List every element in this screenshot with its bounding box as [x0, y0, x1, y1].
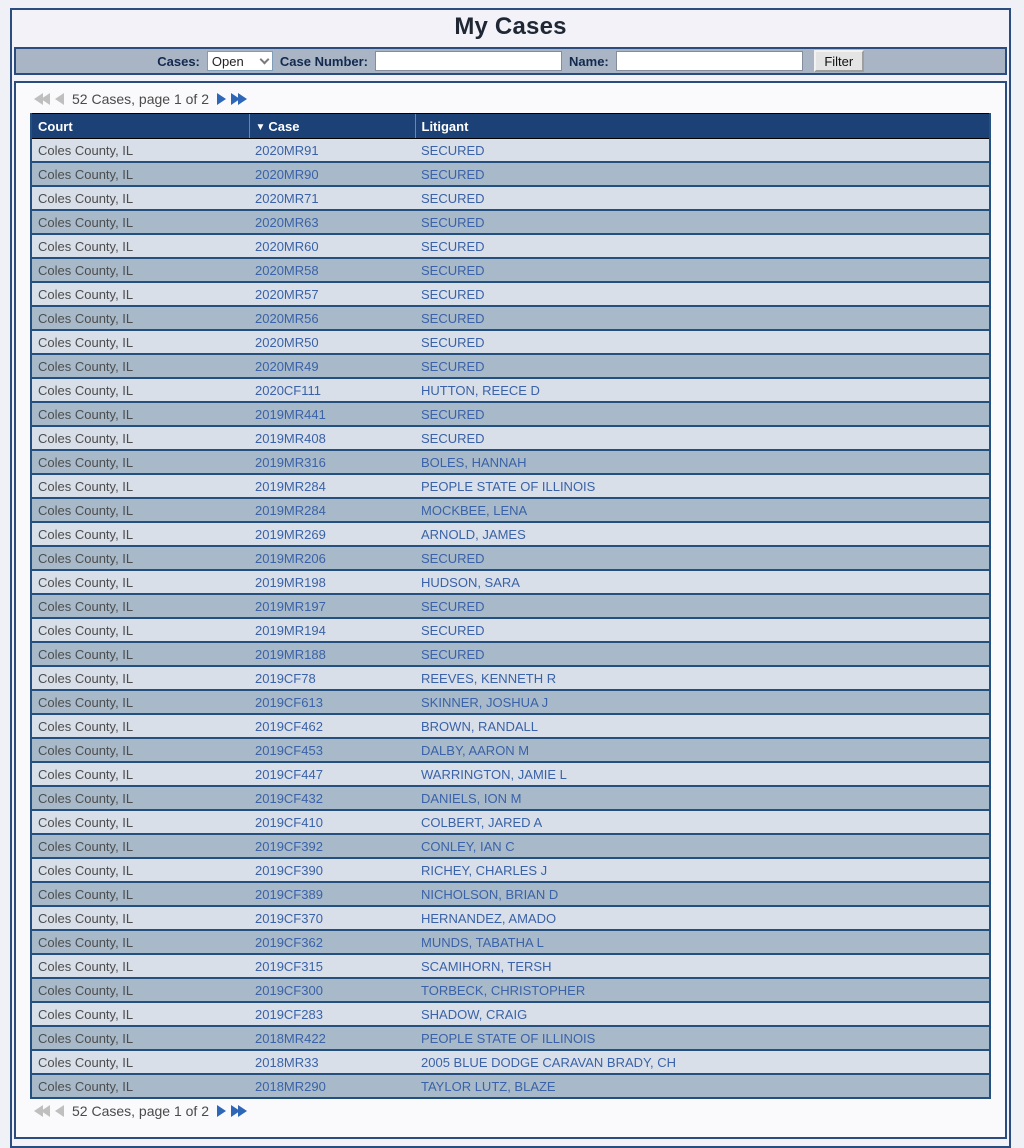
case-link[interactable]: 2019CF300	[255, 983, 323, 998]
table-row	[31, 786, 990, 810]
cases-select-wrap	[207, 51, 273, 71]
case-link[interactable]: 2019MR198	[255, 575, 326, 590]
litigant-cell	[415, 282, 990, 306]
case-link[interactable]: 2019CF390	[255, 863, 323, 878]
case-number-input[interactable]	[375, 51, 562, 71]
pagination-bottom	[16, 1099, 1005, 1125]
case-cell	[249, 714, 415, 738]
case-link[interactable]: 2019MR441	[255, 407, 326, 422]
table-row	[31, 354, 990, 378]
case-cell	[249, 594, 415, 618]
litigant-link[interactable]: SECURED	[421, 239, 485, 254]
litigant-cell	[415, 714, 990, 738]
court-cell: Coles County, IL	[31, 714, 249, 738]
litigant-link[interactable]: NICHOLSON, BRIAN D	[421, 887, 559, 902]
first-page-icon	[34, 93, 50, 105]
case-link[interactable]: 2019CF447	[255, 767, 323, 782]
litigant-link[interactable]: SECURED	[421, 335, 485, 350]
court-cell: Coles County, IL	[31, 139, 249, 163]
table-row	[31, 714, 990, 738]
table-row	[31, 210, 990, 234]
court-cell: Coles County, IL	[31, 690, 249, 714]
pagination-text: 52 Cases, page 1 of 2	[72, 1103, 209, 1119]
case-link[interactable]: 2019CF392	[255, 839, 323, 854]
case-link[interactable]: 2019MR197	[255, 599, 326, 614]
case-cell	[249, 282, 415, 306]
page-title: My Cases	[454, 13, 567, 40]
litigant-cell	[415, 642, 990, 666]
pagination-text: 52 Cases, page 1 of 2	[72, 91, 209, 107]
case-cell	[249, 1002, 415, 1026]
last-page-icon[interactable]	[231, 1105, 247, 1117]
table-row	[31, 450, 990, 474]
litigant-link[interactable]: HERNANDEZ, AMADO	[421, 911, 557, 926]
case-link[interactable]: 2020MR50	[255, 335, 319, 350]
my-cases-page	[10, 8, 1011, 1148]
cases-table	[30, 113, 991, 1099]
case-cell	[249, 330, 415, 354]
table-row	[31, 1050, 990, 1074]
prev-page-icon	[55, 93, 64, 105]
litigant-cell	[415, 570, 990, 594]
table-row	[31, 834, 990, 858]
case-number-label: Case Number:	[279, 53, 369, 69]
table-row	[31, 666, 990, 690]
case-cell	[249, 210, 415, 234]
case-cell	[249, 402, 415, 426]
case-link[interactable]: 2019MR194	[255, 623, 326, 638]
litigant-link[interactable]: COLBERT, JARED A	[421, 815, 543, 830]
court-cell: Coles County, IL	[31, 954, 249, 978]
table-row	[31, 162, 990, 186]
court-cell: Coles County, IL	[31, 1050, 249, 1074]
case-link[interactable]: 2020MR56	[255, 311, 319, 326]
case-link[interactable]: 2019MR206	[255, 551, 326, 566]
table-row	[31, 690, 990, 714]
litigant-cell	[415, 690, 990, 714]
case-link[interactable]: 2019MR284	[255, 479, 326, 494]
cases-label: Cases:	[157, 53, 200, 69]
litigant-cell	[415, 258, 990, 282]
table-row	[31, 258, 990, 282]
litigant-cell	[415, 834, 990, 858]
column-header-case[interactable]: ▼ Case	[249, 114, 415, 139]
court-cell: Coles County, IL	[31, 474, 249, 498]
table-row	[31, 738, 990, 762]
case-cell	[249, 474, 415, 498]
case-cell	[249, 426, 415, 450]
case-link[interactable]: 2019MR316	[255, 455, 326, 470]
litigant-link[interactable]: SECURED	[421, 143, 485, 158]
court-cell: Coles County, IL	[31, 186, 249, 210]
court-cell: Coles County, IL	[31, 618, 249, 642]
litigant-link[interactable]: MOCKBEE, LENA	[421, 503, 528, 518]
litigant-cell	[415, 330, 990, 354]
case-link[interactable]: 2019CF370	[255, 911, 323, 926]
court-cell: Coles County, IL	[31, 162, 249, 186]
court-cell: Coles County, IL	[31, 378, 249, 402]
court-cell: Coles County, IL	[31, 1002, 249, 1026]
case-cell	[249, 858, 415, 882]
case-link[interactable]: 2020MR58	[255, 263, 319, 278]
case-link[interactable]: 2020MR60	[255, 239, 319, 254]
litigant-link[interactable]: TAYLOR LUTZ, BLAZE	[421, 1079, 556, 1094]
court-cell: Coles County, IL	[31, 402, 249, 426]
litigant-cell	[415, 186, 990, 210]
case-link[interactable]: 2019CF613	[255, 695, 323, 710]
table-row	[31, 570, 990, 594]
case-cell	[249, 882, 415, 906]
case-cell	[249, 1050, 415, 1074]
case-link[interactable]: 2019CF410	[255, 815, 323, 830]
case-cell	[249, 139, 415, 163]
next-page-icon[interactable]	[217, 1105, 226, 1117]
litigant-cell	[415, 139, 990, 163]
litigant-link[interactable]: RICHEY, CHARLES J	[421, 863, 548, 878]
litigant-cell	[415, 162, 990, 186]
case-cell	[249, 498, 415, 522]
table-row	[31, 426, 990, 450]
case-link[interactable]: 2019CF78	[255, 671, 316, 686]
case-link[interactable]: 2020MR57	[255, 287, 319, 302]
litigant-link[interactable]: BROWN, RANDALL	[421, 719, 539, 734]
table-row	[31, 139, 990, 163]
table-row	[31, 618, 990, 642]
court-cell: Coles County, IL	[31, 450, 249, 474]
case-link[interactable]: 2019CF432	[255, 791, 323, 806]
table-row	[31, 594, 990, 618]
litigant-link[interactable]: HUTTON, REECE D	[421, 383, 540, 398]
litigant-cell	[415, 666, 990, 690]
case-cell	[249, 450, 415, 474]
court-cell: Coles County, IL	[31, 1026, 249, 1050]
litigant-link[interactable]: SECURED	[421, 359, 485, 374]
case-cell	[249, 546, 415, 570]
case-cell	[249, 954, 415, 978]
court-cell: Coles County, IL	[31, 738, 249, 762]
litigant-cell	[415, 378, 990, 402]
court-cell: Coles County, IL	[31, 762, 249, 786]
litigant-cell	[415, 930, 990, 954]
litigant-cell	[415, 450, 990, 474]
court-cell: Coles County, IL	[31, 882, 249, 906]
case-link[interactable]: 2020MR91	[255, 143, 319, 158]
court-cell: Coles County, IL	[31, 306, 249, 330]
case-cell	[249, 186, 415, 210]
litigant-cell	[415, 786, 990, 810]
litigant-link[interactable]: SECURED	[421, 551, 485, 566]
court-cell: Coles County, IL	[31, 570, 249, 594]
litigant-link[interactable]: SECURED	[421, 167, 485, 182]
table-row	[31, 186, 990, 210]
table-header-row	[31, 114, 990, 139]
case-cell	[249, 306, 415, 330]
litigant-cell	[415, 234, 990, 258]
table-row	[31, 930, 990, 954]
litigant-cell	[415, 1002, 990, 1026]
court-cell: Coles County, IL	[31, 666, 249, 690]
court-cell: Coles County, IL	[31, 906, 249, 930]
table-row	[31, 330, 990, 354]
next-page-icon[interactable]	[217, 93, 226, 105]
case-cell	[249, 930, 415, 954]
case-cell	[249, 354, 415, 378]
litigant-cell	[415, 210, 990, 234]
case-cell	[249, 1026, 415, 1050]
litigant-link[interactable]: MUNDS, TABATHA L	[421, 935, 544, 950]
litigant-link[interactable]: SHADOW, CRAIG	[421, 1007, 528, 1022]
case-cell	[249, 762, 415, 786]
case-link[interactable]: 2018MR33	[255, 1055, 319, 1070]
case-link[interactable]: 2020MR90	[255, 167, 319, 182]
case-link[interactable]: 2019MR188	[255, 647, 326, 662]
litigant-link[interactable]: SECURED	[421, 647, 485, 662]
table-row	[31, 642, 990, 666]
case-cell	[249, 258, 415, 282]
table-row	[31, 474, 990, 498]
litigant-link[interactable]: SCAMIHORN, TERSH	[421, 959, 552, 974]
table-row	[31, 282, 990, 306]
case-link[interactable]: 2019CF389	[255, 887, 323, 902]
table-row	[31, 882, 990, 906]
table-row	[31, 858, 990, 882]
case-cell	[249, 738, 415, 762]
litigant-link[interactable]: PEOPLE STATE OF ILLINOIS	[421, 479, 596, 494]
filter-button[interactable]: Filter	[814, 50, 864, 72]
case-cell	[249, 786, 415, 810]
court-cell: Coles County, IL	[31, 978, 249, 1002]
litigant-cell	[415, 906, 990, 930]
litigant-cell	[415, 978, 990, 1002]
litigant-link[interactable]: SECURED	[421, 215, 485, 230]
case-link[interactable]: 2019CF462	[255, 719, 323, 734]
table-row	[31, 1026, 990, 1050]
court-cell: Coles County, IL	[31, 1074, 249, 1098]
court-cell: Coles County, IL	[31, 594, 249, 618]
case-cell	[249, 642, 415, 666]
litigant-link[interactable]: SECURED	[421, 287, 485, 302]
case-link[interactable]: 2019CF362	[255, 935, 323, 950]
table-row	[31, 810, 990, 834]
table-row	[31, 1074, 990, 1098]
table-row	[31, 978, 990, 1002]
case-cell	[249, 810, 415, 834]
litigant-link[interactable]: HUDSON, SARA	[421, 575, 520, 590]
litigant-link[interactable]: SECURED	[421, 311, 485, 326]
court-cell: Coles County, IL	[31, 426, 249, 450]
litigant-cell	[415, 474, 990, 498]
case-cell	[249, 834, 415, 858]
litigant-link[interactable]: SECURED	[421, 431, 485, 446]
litigant-link[interactable]: WARRINGTON, JAMIE L	[421, 767, 567, 782]
litigant-link[interactable]: SECURED	[421, 263, 485, 278]
case-link[interactable]: 2019MR284	[255, 503, 326, 518]
litigant-cell	[415, 1074, 990, 1098]
litigant-cell	[415, 498, 990, 522]
case-cell	[249, 570, 415, 594]
case-link[interactable]: 2018MR422	[255, 1031, 326, 1046]
litigant-cell	[415, 1026, 990, 1050]
litigant-link[interactable]: DALBY, AARON M	[421, 743, 530, 758]
litigant-cell	[415, 954, 990, 978]
case-link[interactable]: 2019MR269	[255, 527, 326, 542]
court-cell: Coles County, IL	[31, 354, 249, 378]
litigant-link[interactable]: BOLES, HANNAH	[421, 455, 527, 470]
cases-list-panel	[14, 81, 1007, 1139]
case-cell	[249, 378, 415, 402]
court-cell: Coles County, IL	[31, 642, 249, 666]
litigant-link[interactable]: 2005 BLUE DODGE CARAVAN BRADY, CH	[421, 1055, 677, 1070]
court-cell: Coles County, IL	[31, 330, 249, 354]
table-row	[31, 378, 990, 402]
litigant-cell	[415, 354, 990, 378]
case-cell	[249, 618, 415, 642]
filter-bar	[14, 47, 1007, 75]
litigant-link[interactable]: ARNOLD, JAMES	[421, 527, 526, 542]
case-link[interactable]: 2020CF111	[255, 383, 322, 398]
case-cell	[249, 162, 415, 186]
pagination-top	[16, 87, 1005, 113]
name-label: Name:	[569, 53, 609, 69]
litigant-link[interactable]: TORBECK, CHRISTOPHER	[421, 983, 586, 998]
first-page-icon	[34, 1105, 50, 1117]
case-cell	[249, 690, 415, 714]
litigant-cell	[415, 1050, 990, 1074]
litigant-cell	[415, 402, 990, 426]
court-cell: Coles County, IL	[31, 834, 249, 858]
case-link[interactable]: 2019CF283	[255, 1007, 323, 1022]
court-cell: Coles County, IL	[31, 498, 249, 522]
court-cell: Coles County, IL	[31, 930, 249, 954]
last-page-icon[interactable]	[231, 93, 247, 105]
cases-select[interactable]	[207, 51, 273, 71]
case-link[interactable]: 2019CF315	[255, 959, 323, 974]
case-cell	[249, 234, 415, 258]
litigant-link[interactable]: DANIELS, ION M	[421, 791, 522, 806]
litigant-cell	[415, 882, 990, 906]
litigant-cell	[415, 522, 990, 546]
case-link[interactable]: 2019MR408	[255, 431, 326, 446]
table-row	[31, 906, 990, 930]
litigant-link[interactable]: CONLEY, IAN C	[421, 839, 515, 854]
table-row	[31, 498, 990, 522]
court-cell: Coles County, IL	[31, 282, 249, 306]
litigant-cell	[415, 594, 990, 618]
court-cell: Coles County, IL	[31, 786, 249, 810]
case-cell	[249, 906, 415, 930]
table-row	[31, 306, 990, 330]
litigant-cell	[415, 858, 990, 882]
court-cell: Coles County, IL	[31, 258, 249, 282]
litigant-cell	[415, 618, 990, 642]
litigant-link[interactable]: PEOPLE STATE OF ILLINOIS	[421, 1031, 596, 1046]
column-header-litigant[interactable]: Litigant	[415, 114, 990, 139]
litigant-link[interactable]: SECURED	[421, 191, 485, 206]
court-cell: Coles County, IL	[31, 546, 249, 570]
litigant-cell	[415, 762, 990, 786]
litigant-cell	[415, 810, 990, 834]
court-cell: Coles County, IL	[31, 858, 249, 882]
sort-desc-icon: ▼	[255, 122, 266, 133]
litigant-link[interactable]: SECURED	[421, 623, 485, 638]
litigant-cell	[415, 546, 990, 570]
case-cell	[249, 978, 415, 1002]
case-link[interactable]: 2020MR71	[255, 191, 319, 206]
court-cell: Coles County, IL	[31, 234, 249, 258]
litigant-cell	[415, 738, 990, 762]
court-cell: Coles County, IL	[31, 210, 249, 234]
litigant-cell	[415, 306, 990, 330]
court-cell: Coles County, IL	[31, 522, 249, 546]
table-row	[31, 234, 990, 258]
litigant-cell	[415, 426, 990, 450]
litigant-link[interactable]: SECURED	[421, 407, 485, 422]
case-link[interactable]: 2018MR290	[255, 1079, 326, 1094]
table-row	[31, 762, 990, 786]
name-input[interactable]	[616, 51, 803, 71]
case-link[interactable]: 2020MR49	[255, 359, 319, 374]
column-header-court[interactable]: Court	[31, 114, 249, 139]
case-cell	[249, 522, 415, 546]
prev-page-icon	[55, 1105, 64, 1117]
table-row	[31, 1002, 990, 1026]
table-row	[31, 954, 990, 978]
case-link[interactable]: 2019CF453	[255, 743, 323, 758]
case-cell	[249, 1074, 415, 1098]
case-cell	[249, 666, 415, 690]
case-link[interactable]: 2020MR63	[255, 215, 319, 230]
table-row	[31, 402, 990, 426]
table-row	[31, 522, 990, 546]
table-row	[31, 546, 990, 570]
litigant-link[interactable]: SECURED	[421, 599, 485, 614]
litigant-link[interactable]: REEVES, KENNETH R	[421, 671, 557, 686]
court-cell: Coles County, IL	[31, 810, 249, 834]
litigant-link[interactable]: SKINNER, JOSHUA J	[421, 695, 549, 710]
